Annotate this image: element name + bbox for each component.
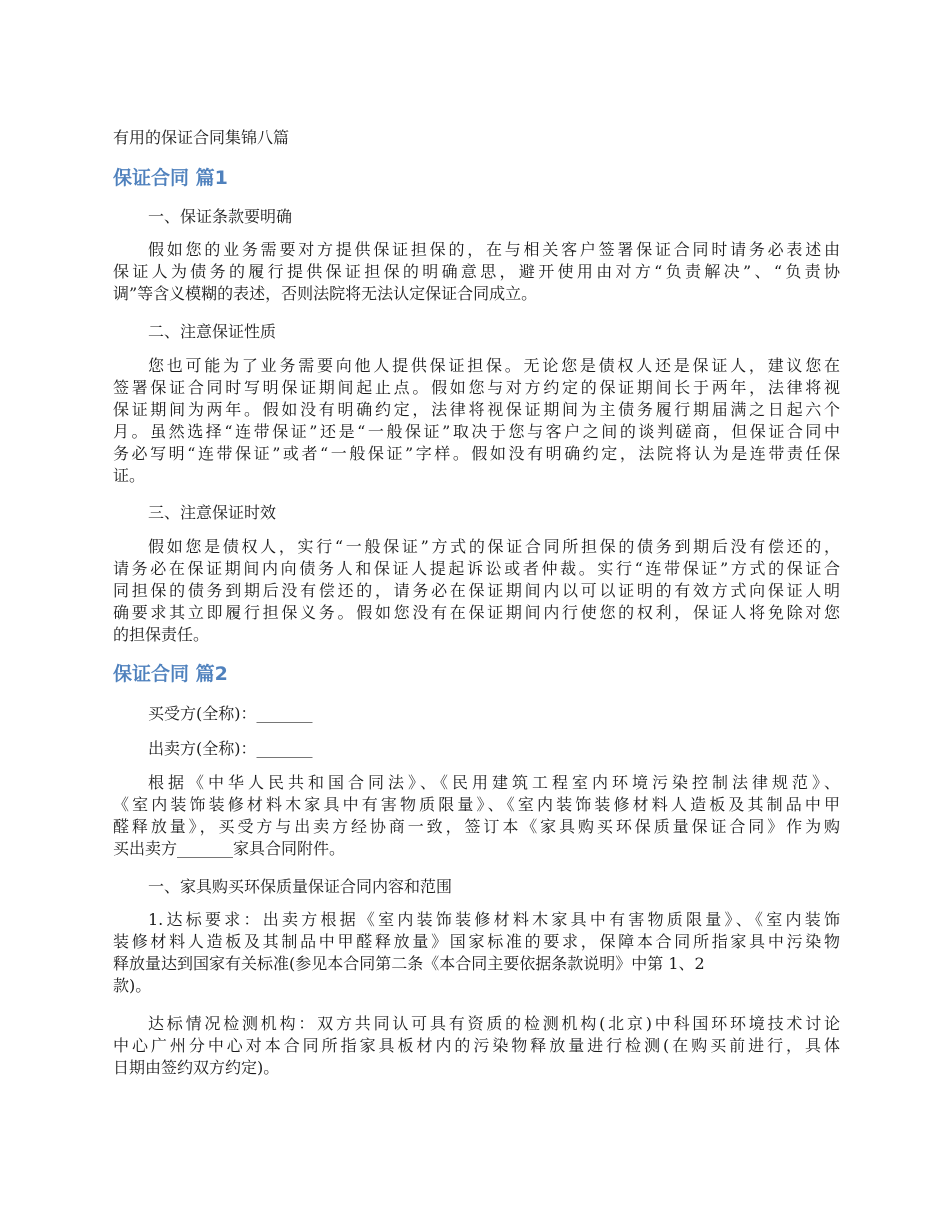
clause-heading: 一、保证条款要明确 [148,207,293,226]
text-line: 保证期间为两年。假如没有明确约定，法律将视保证期间为主债务履行期届满之日起六个 [113,400,840,419]
text-line: 保证人为债务的履行提供保证担保的明确意思，避开使用由对方“负责解决”、“负责协 [113,262,840,281]
text-line: 假如您的业务需要对方提供保证担保的，在与相关客户签署保证合同时请务必表述由 [148,240,840,259]
clause-heading: 一、家具购买环保质量保证合同内容和范围 [148,877,453,896]
text-line: 月。虽然选择“连带保证”还是“一般保证”取决于您与客户之间的谈判磋商，但保证合同中 [113,422,840,441]
paragraph [113,355,840,487]
text-line: 签署保证合同时写明保证期间起止点。假如您与对方约定的保证期间长于两年，法律将视 [113,378,840,397]
text-line: 款)。 [113,976,152,995]
text-line: 达标情况检测机构：双方共同认可具有资质的检测机构(北京)中科国环环境技术讨论 [148,1014,840,1033]
section-heading-1: 保证合同 篇1 [113,167,228,189]
text-line: 调”等含义模糊的表述，否则法院将无法认定保证合同成立。 [113,284,538,303]
text-line: 确要求其立即履行担保义务。假如您没有在保证期间内行使您的权利，保证人将免除对您 [113,603,840,622]
document-title: 有用的保证合同集锦八篇 [113,128,290,147]
buyer-field: 买受方(全称)：_______ [148,704,313,723]
text-line: 的担保责任。 [113,625,210,644]
paragraph [113,909,840,997]
text-line: 务必写明“连带保证”或者“一般保证”字样。假如没有明确约定，法院将认为是连带责任保 [113,444,840,463]
text-line: 《室内装饰装修材料木家具中有害物质限量》、《室内装饰装修材料人造板及其制品中甲 [113,795,840,814]
text-line: 假如您是债权人，实行“一般保证”方式的保证合同所担保的债务到期后没有偿还的， [148,537,840,556]
text-line: 释放量达到国家有关标准(参见本合同第二条《本合同主要依据条款说明》中第 1、2 [113,954,705,973]
text-line: 1.达标要求：出卖方根据《室内装饰装修材料木家具中有害物质限量》、《室内装饰 [148,910,840,929]
text-line: 请务必在保证期间内向债务人和保证人提起诉讼或者仲裁。实行“连带保证”方式的保证合 [113,559,840,578]
section-heading-2: 保证合同 篇2 [113,663,228,685]
text-line: 根据《中华人民共和国合同法》、《民用建筑工程室内环境污染控制法律规范》、 [148,773,840,792]
text-line: 装修材料人造板及其制品中甲醛释放量》国家标准的要求，保障本合同所指家具中污染物 [113,932,840,951]
paragraph [113,1013,840,1079]
text-line: 醛释放量》，买受方与出卖方经协商一致，签订本《家具购买环保质量保证合同》作为购 [113,817,840,836]
text-line: 证。 [113,466,146,485]
text-line: 日期由签约双方约定)。 [113,1058,280,1077]
paragraph [113,239,840,305]
text-line: 买出卖方_______家具合同附件。 [113,839,346,858]
clause-heading: 二、注意保证性质 [148,322,277,341]
text-line: 中心广州分中心对本合同所指家具板材内的污染物释放量进行检测(在购买前进行，具体 [113,1036,840,1055]
seller-field: 出卖方(全称)：_______ [148,739,313,758]
paragraph [113,536,840,646]
clause-heading: 三、注意保证时效 [148,503,277,522]
paragraph [113,772,840,860]
text-line: 您也可能为了业务需要向他人提供保证担保。无论您是债权人还是保证人，建议您在 [148,356,840,375]
text-line: 同担保的债务到期后没有偿还的，请务必在保证期间内以可以证明的有效方式向保证人明 [113,581,840,600]
